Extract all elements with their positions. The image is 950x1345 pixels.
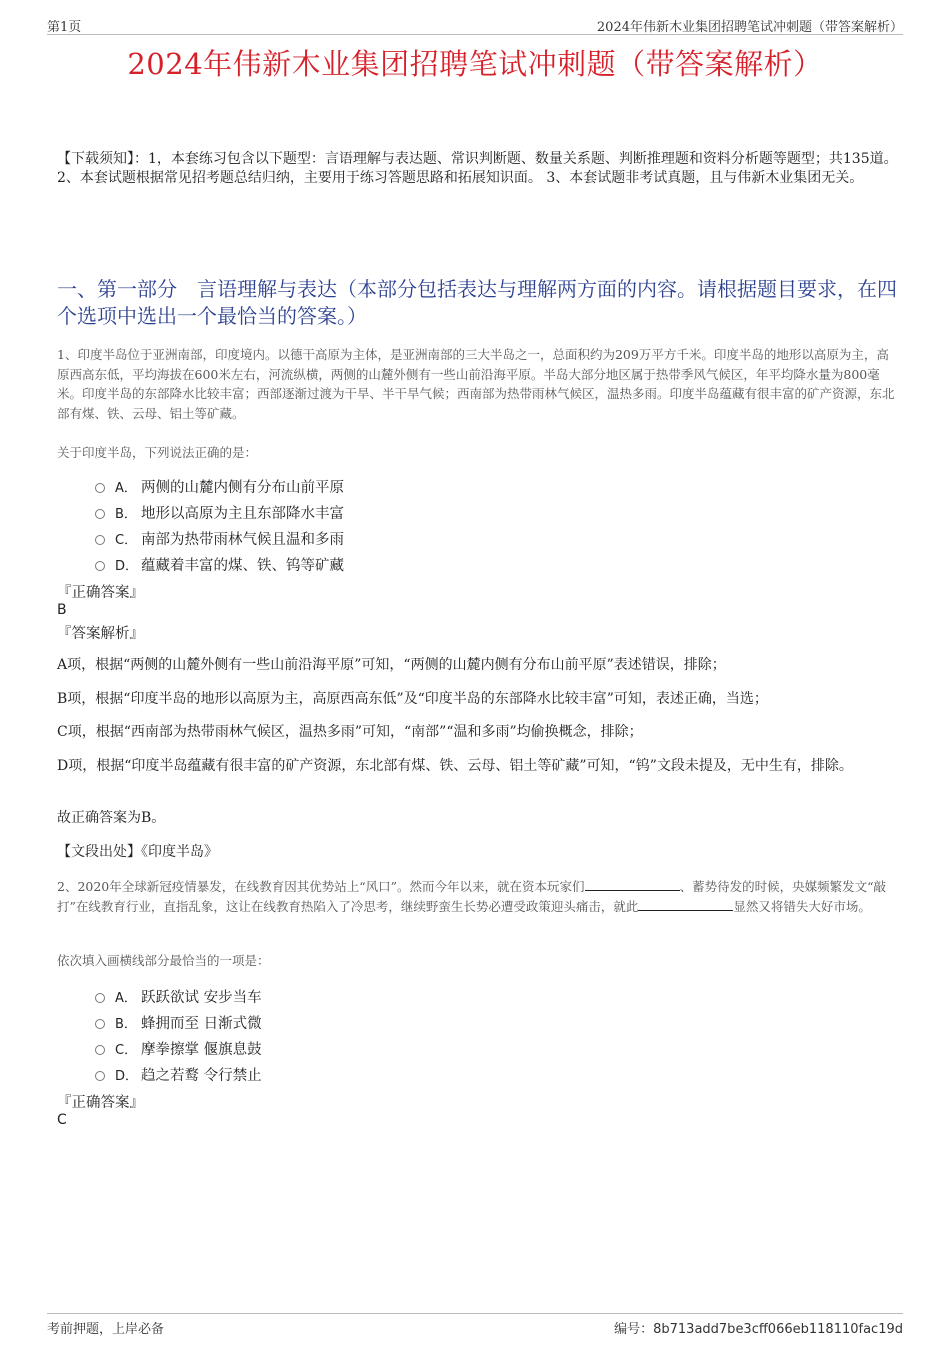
header-doc-title: 2024年伟新木业集团招聘笔试冲刺题（带答案解析） [596,20,903,35]
q1-option-c[interactable] [95,528,344,549]
option-text: 摩拳擦掌 偃旗息鼓 [141,1042,262,1058]
q2-option-b[interactable] [95,1012,262,1033]
q1-prompt: 关于印度半岛，下列说法正确的是： [57,445,258,460]
q2-passage-part2: 、蓄势待发的时候，央媒频繁发文“敲打”在线教育行业，直指乱象，这让在线教育热陷入了冷思考，继续野蛮生长势必遭受政策迎头痛击，就此 [57,879,886,914]
option-text: 南部为热带雨林气候且温和多雨 [141,532,344,548]
q1-option-a[interactable] [95,476,344,497]
option-letter: C． [115,533,138,548]
footer-slogan: 考前押题，上岸必备 [47,1322,165,1337]
q1-conclusion: 故正确答案为B。 [57,810,166,826]
option-text: 蜂拥而至 日渐式微 [141,1016,262,1032]
q1-answer-label: 『正确答案』 [57,585,144,601]
option-text: 跃跃欲试 安步当车 [141,990,262,1006]
q2-option-d[interactable] [95,1064,262,1085]
option-letter: D． [115,1069,139,1084]
source-title: 《印度半岛》 [141,844,218,860]
radio-icon[interactable] [95,1019,105,1029]
radio-icon[interactable] [95,1071,105,1081]
fill-blank-2 [638,898,733,911]
q1-option-b[interactable] [95,502,344,523]
q2-answer-label: 『正确答案』 [57,1095,144,1111]
q1-source [57,843,899,861]
option-letter: B． [115,507,137,522]
footer-doc-id: 编号：8b713add7be3cff066eb118110fac19d [614,1322,903,1337]
q2-passage [57,877,899,916]
q1-analysis-c: C项，根据“西南部为热带雨林气候区，温热多雨”可知，“南部”“温和多雨”均偷换概念，排除； [57,724,643,740]
page-number: 第1页 [47,20,82,35]
option-text: 两侧的山麓内侧有分布山前平原 [141,480,344,496]
option-text: 趋之若鹜 令行禁止 [141,1068,262,1084]
page-footer [47,1313,903,1337]
page-title: 2024年伟新木业集团招聘笔试冲刺题（带答案解析） [127,47,823,81]
option-letter: B． [115,1017,137,1032]
radio-icon[interactable] [95,483,105,493]
option-letter: A． [115,481,137,496]
q1-answer: B [57,602,67,618]
q2-passage-part3: 显然又将错失大好市场。 [733,898,871,914]
option-text: 蕴藏着丰富的煤、铁、钨等矿藏 [141,558,344,574]
option-letter: A． [115,991,137,1006]
page-header [47,14,903,35]
option-letter: D． [115,559,139,574]
section-heading: 一、第一部分 言语理解与表达（本部分包括表达与理解两方面的内容。请根据题目要求，在四个选项中选出一个最恰当的答案。） [57,277,897,328]
q1-analysis-label: 『答案解析』 [57,626,144,642]
q2-option-a[interactable] [95,986,262,1007]
source-label: 【文段出处】 [57,844,141,860]
radio-icon[interactable] [95,509,105,519]
q1-analysis-a: A项，根据“两侧的山麓外侧有一些山前沿海平原”可知，“两侧的山麓内侧有分布山前平原”表述错误，排除； [57,657,726,673]
q1-option-d[interactable] [95,554,344,575]
download-notice: 【下载须知】：1，本套练习包含以下题型：言语理解与表达题、常识判断题、数量关系题、判断推理题和资料分析题等题型；共135道。 2、本套试题根据常见招考题总结归纳，主要用于练习答题思路和拓展知识面。 3、本套试题非考试真题，且与伟新木业集团无关。 [57,151,898,186]
q1-passage: 1、印度半岛位于亚洲南部，印度境内。以德干高原为主体，是亚洲南部的三大半岛之一，总面积约为209万平方千米。印度半岛的地形以高原为主，高原西高东低，平均海拔在600米左右，河流纵横，两侧的山麓外侧有一些山前沿海平原。半岛大部分地区属于热带季风气候区，年平均降水量为800毫米。印度半岛的东部降水比较丰富；西部逐渐过渡为干旱、半干旱气候；西南部为热带雨林气候区，温热多雨。印度半岛蕴藏有很丰富的矿产资源，东北部有煤、铁、云母、铝土等矿藏。 [57,347,895,421]
q2-answer: C [57,1112,67,1128]
q2-option-c[interactable] [95,1038,262,1059]
option-text: 地形以高原为主且东部降水丰富 [141,506,344,522]
radio-icon[interactable] [95,561,105,571]
radio-icon[interactable] [95,535,105,545]
q1-analysis-d: D项，根据“印度半岛蕴藏有很丰富的矿产资源，东北部有煤、铁、云母、铝土等矿藏”可知，“钨”文段未提及，无中生有，排除。 [57,758,853,774]
fill-blank-1 [585,878,680,891]
radio-icon[interactable] [95,993,105,1003]
q2-prompt: 依次填入画横线部分最恰当的一项是： [57,953,270,968]
option-letter: C． [115,1043,138,1058]
radio-icon[interactable] [95,1045,105,1055]
q1-analysis-b: B项，根据“印度半岛的地形以高原为主，高原西高东低”及“印度半岛的东部降水比较丰富”可知，表述正确，当选； [57,691,768,707]
q2-passage-part1: 2、2020年全球新冠疫情暴发，在线教育因其优势站上“风口”。然而今年以来，就在资本玩家们 [57,879,585,894]
